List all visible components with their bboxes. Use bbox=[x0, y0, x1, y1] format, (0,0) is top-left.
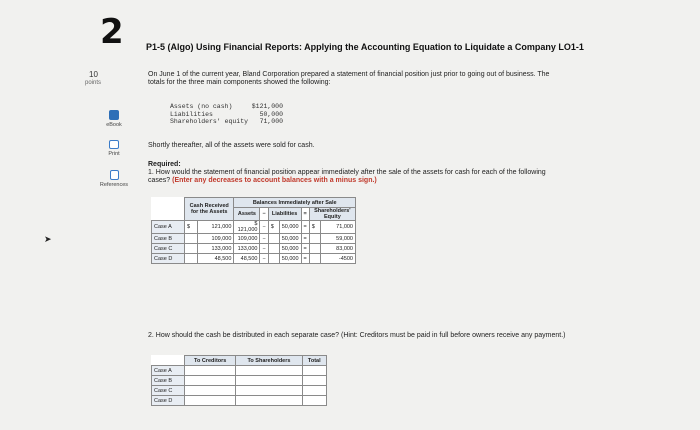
balances-table bbox=[151, 197, 356, 264]
to-shareholders-input[interactable] bbox=[236, 396, 302, 406]
equity-input[interactable]: -4500 bbox=[320, 254, 355, 264]
balance-label-liabilities: Liabilities bbox=[170, 110, 213, 118]
col-total: Total bbox=[302, 356, 326, 366]
minus-sign: − bbox=[260, 208, 268, 221]
cash-dollar-sign: $ bbox=[185, 221, 198, 234]
assets-input[interactable]: 133,000 bbox=[234, 244, 260, 254]
table-row bbox=[152, 244, 356, 254]
to-creditors-input[interactable] bbox=[185, 386, 236, 396]
table-row bbox=[152, 386, 327, 396]
balance-value-liabilities: 50,000 bbox=[259, 110, 283, 118]
to-creditors-input[interactable] bbox=[185, 396, 236, 406]
table-row bbox=[152, 254, 356, 264]
print-icon bbox=[109, 140, 119, 149]
minus-sign: − bbox=[260, 244, 268, 254]
equals-sign: = bbox=[301, 221, 309, 234]
equity-input[interactable]: 71,000 bbox=[320, 221, 355, 234]
cash-received-input[interactable]: 121,000 bbox=[198, 221, 234, 234]
row-label-case-c: Case C bbox=[152, 386, 185, 396]
references-icon bbox=[110, 170, 119, 180]
col-assets: Assets bbox=[234, 208, 260, 221]
liabilities-input[interactable]: 50,000 bbox=[279, 234, 301, 244]
equals-sign: = bbox=[301, 254, 309, 264]
cash-received-input[interactable]: 133,000 bbox=[198, 244, 234, 254]
liab-dollar bbox=[268, 244, 279, 254]
minus-sign: − bbox=[260, 234, 268, 244]
problem-title: P1-5 (Algo) Using Financial Reports: Applying the Accounting Equation to Liquidate a Company LO1-1 bbox=[146, 42, 584, 52]
total-input[interactable] bbox=[302, 396, 326, 406]
row-label-case-a: Case A bbox=[152, 221, 185, 234]
intro-line-1: On June 1 of the current year, Bland Corporation prepared a statement of financial position just prior to going out of business. The bbox=[148, 71, 550, 78]
col-equity: Shareholders' Equity bbox=[309, 208, 355, 221]
assets-input[interactable]: 109,000 bbox=[234, 234, 260, 244]
cash-received-input[interactable]: 48,500 bbox=[198, 254, 234, 264]
col-cash-received: Cash Received for the Assets bbox=[185, 198, 234, 221]
points-value: 10 bbox=[89, 70, 98, 79]
to-shareholders-input[interactable] bbox=[236, 386, 302, 396]
equity-dollar bbox=[309, 244, 320, 254]
distribution-table bbox=[151, 355, 327, 406]
total-input[interactable] bbox=[302, 386, 326, 396]
to-creditors-input[interactable] bbox=[185, 376, 236, 386]
references-label: References bbox=[99, 182, 129, 188]
table-row bbox=[152, 376, 327, 386]
table-row bbox=[152, 234, 356, 244]
required-hint: (Enter any decreases to account balances with a minus sign.) bbox=[172, 177, 377, 184]
pointer-cursor-icon: ➤ bbox=[44, 234, 52, 244]
row-label-case-b: Case B bbox=[152, 376, 185, 386]
assets-input[interactable]: $ 121,000 bbox=[234, 221, 260, 234]
col-to-shareholders: To Shareholders bbox=[236, 356, 302, 366]
minus-sign: − bbox=[260, 254, 268, 264]
balance-value-assets: $121,000 bbox=[251, 103, 283, 110]
to-shareholders-input[interactable] bbox=[236, 376, 302, 386]
equals-sign: = bbox=[301, 208, 309, 221]
balance-labels bbox=[170, 103, 248, 126]
shortly-text: Shortly thereafter, all of the assets were sold for cash. bbox=[148, 142, 315, 149]
required-line-2-prefix: cases? bbox=[148, 177, 171, 184]
points-label: points bbox=[85, 80, 102, 86]
row-label-case-d: Case D bbox=[152, 396, 185, 406]
references-button[interactable] bbox=[94, 170, 134, 188]
assets-input[interactable]: 48,500 bbox=[234, 254, 260, 264]
row-label-case-d: Case D bbox=[152, 254, 185, 264]
equity-dollar bbox=[309, 254, 320, 264]
required-line-2 bbox=[148, 176, 377, 185]
required-line-1: 1. How would the statement of financial position appear immediately after the sale of the assets for cash for each of the following bbox=[148, 169, 546, 176]
col-liabilities: Liabilities bbox=[268, 208, 301, 221]
row-label-case-a: Case A bbox=[152, 366, 185, 376]
equity-input[interactable]: 59,000 bbox=[320, 234, 355, 244]
ebook-icon bbox=[109, 110, 119, 120]
question-number: 2 bbox=[100, 12, 124, 52]
to-shareholders-input[interactable] bbox=[236, 366, 302, 376]
equity-dollar: $ bbox=[309, 221, 320, 234]
liabilities-input[interactable]: 50,000 bbox=[279, 221, 301, 234]
intro-line-2: totals for the three main components showed the following: bbox=[148, 79, 331, 86]
balance-values bbox=[247, 103, 283, 126]
to-creditors-input[interactable] bbox=[185, 366, 236, 376]
liabilities-input[interactable]: 50,000 bbox=[279, 254, 301, 264]
liab-dollar: $ bbox=[268, 221, 279, 234]
ebook-label: eBook bbox=[106, 122, 122, 128]
row-label-case-c: Case C bbox=[152, 244, 185, 254]
minus-sign: − bbox=[260, 221, 268, 234]
required-heading: Required: bbox=[148, 161, 181, 168]
equity-input[interactable]: 83,000 bbox=[320, 244, 355, 254]
equals-sign: = bbox=[301, 244, 309, 254]
ebook-button[interactable] bbox=[94, 110, 134, 128]
liab-dollar bbox=[268, 234, 279, 244]
col-to-creditors: To Creditors bbox=[185, 356, 236, 366]
table-row bbox=[152, 396, 327, 406]
print-label: Print bbox=[108, 151, 120, 157]
total-input[interactable] bbox=[302, 366, 326, 376]
balance-label-assets: Assets (no cash) bbox=[170, 103, 233, 110]
equity-dollar bbox=[309, 234, 320, 244]
table-row bbox=[152, 366, 327, 376]
table-row bbox=[152, 221, 356, 234]
balance-value-equity: 71,000 bbox=[259, 118, 283, 125]
cash-received-input[interactable]: 109,000 bbox=[198, 234, 234, 244]
question-2-text: 2. How should the cash be distributed in each separate case? (Hint: Creditors must be paid in full before owners receive any payment.) bbox=[148, 332, 566, 339]
print-button[interactable] bbox=[94, 140, 134, 157]
balance-label-equity: Shareholders' equity bbox=[170, 118, 249, 125]
balances-group-header: Balances Immediately after Sale bbox=[234, 198, 356, 208]
row-label-case-b: Case B bbox=[152, 234, 185, 244]
liab-dollar bbox=[268, 254, 279, 264]
total-input[interactable] bbox=[302, 376, 326, 386]
equals-sign: = bbox=[301, 234, 309, 244]
liabilities-input[interactable]: 50,000 bbox=[279, 244, 301, 254]
